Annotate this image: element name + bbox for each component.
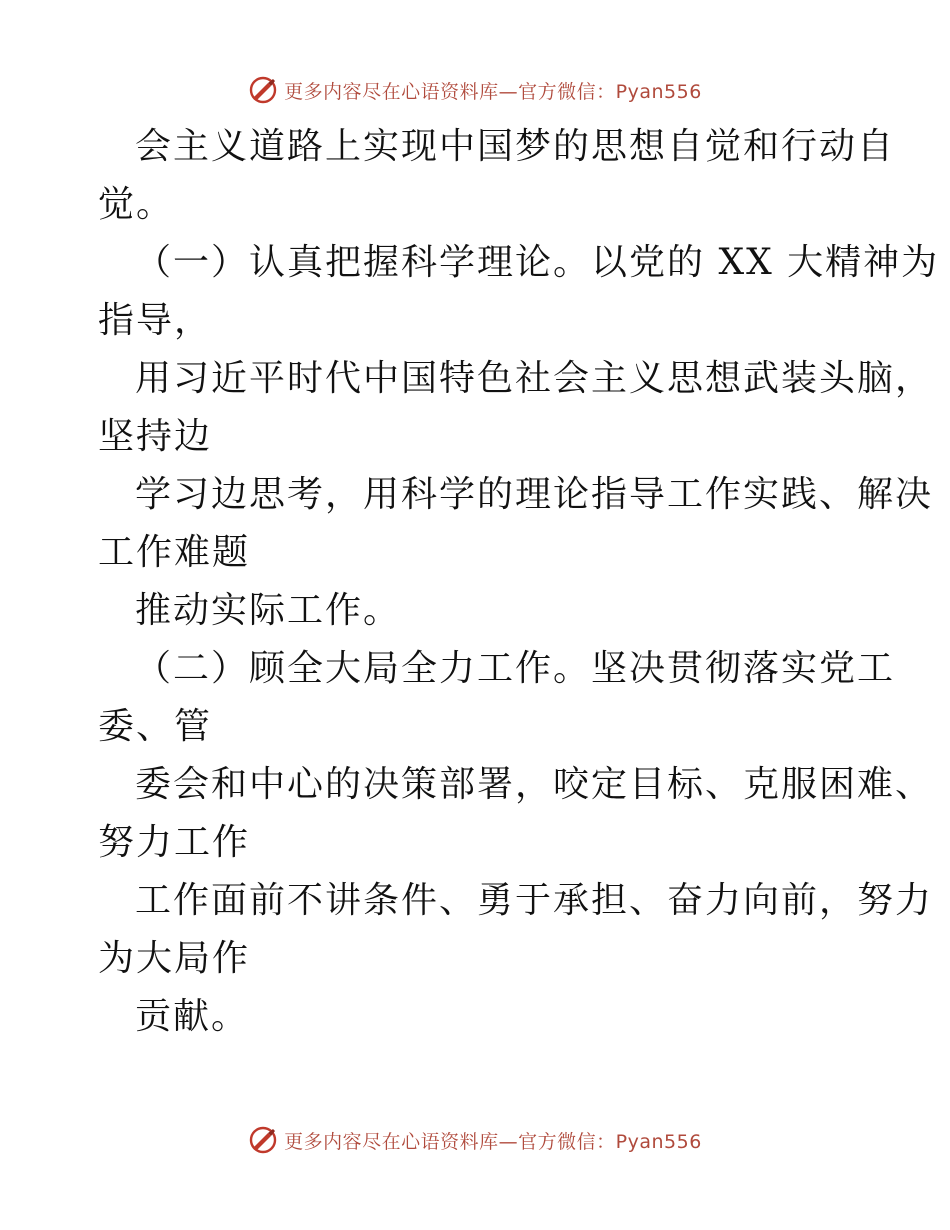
- document-body: [98, 118, 940, 1046]
- paragraph-line: （一）认真把握科学理论。以党的 XX 大精神为: [135, 242, 940, 283]
- paragraph-line: 用习近平时代中国特色社会主义思想武装头脑，: [135, 358, 934, 399]
- paragraph-line: 委、管: [98, 706, 213, 747]
- paragraph-line: 推动实际工作。: [135, 590, 402, 631]
- pen-logo-icon: [248, 75, 278, 105]
- paragraph-line: （二）顾全大局全力工作。坚决贯彻落实党工: [135, 648, 896, 689]
- footer-banner: [0, 1120, 950, 1160]
- paragraph-line: 坚持边: [98, 416, 213, 457]
- paragraph-line: 工作面前不讲条件、勇于承担、奋力向前，努力: [135, 880, 934, 921]
- banner-text: 更多内容尽在心语资料库—官方微信：Pyan556: [284, 1130, 702, 1153]
- paragraph-line: 努力工作: [98, 822, 251, 863]
- paragraph-line: 会主义道路上实现中国梦的思想自觉和行动自: [135, 126, 896, 167]
- paragraph-line: 工作难题: [98, 532, 251, 573]
- paragraph-line: 觉。: [98, 184, 175, 225]
- pen-logo-icon: [248, 1125, 278, 1155]
- paragraph-line: 贡献。: [135, 996, 250, 1037]
- paragraph-line: 指导，: [98, 300, 213, 341]
- header-banner: [0, 70, 950, 110]
- paragraph-line: 学习边思考，用科学的理论指导工作实践、解决: [135, 474, 934, 515]
- paragraph-line: 为大局作: [98, 938, 251, 979]
- banner-text: 更多内容尽在心语资料库—官方微信：Pyan556: [284, 80, 702, 103]
- paragraph-line: 委会和中心的决策部署，咬定目标、克服困难、: [135, 764, 934, 805]
